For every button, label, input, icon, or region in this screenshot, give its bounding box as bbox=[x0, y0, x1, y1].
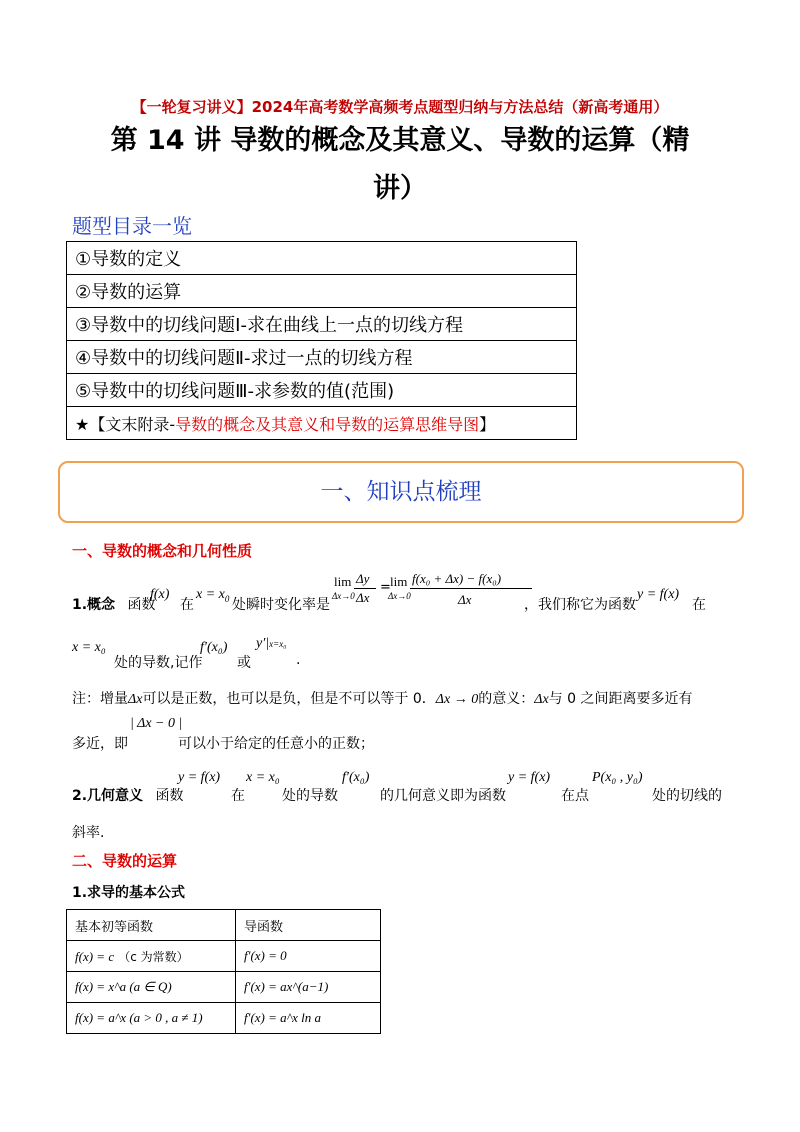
toc-item: ①导数的定义 bbox=[67, 242, 577, 275]
math-x-eq-x0: $x = x_0$ bbox=[196, 587, 230, 604]
concept-label: 1.概念 bbox=[72, 597, 116, 613]
text: 在点 bbox=[561, 788, 589, 804]
limit-subscript: Δx→0 bbox=[388, 591, 411, 601]
math-point-p: P(x₀ , y₀) bbox=[592, 770, 643, 785]
table-header: 基本初等函数 bbox=[67, 910, 236, 941]
table-cell: f(x) = a^x (a > 0 , a ≠ 1) bbox=[67, 1003, 236, 1034]
toc-item: ⑤导数中的切线问题Ⅲ-求参数的值(范围) bbox=[67, 374, 577, 407]
fraction-numerator: f(x₀ + Δx) − f(x₀) bbox=[412, 571, 502, 586]
note-line1: 注：增量Δx可以是正数，也可以是负，但是不可以等于 0．Δx → 0的意义：Δx与 0 之间距离要多近有 bbox=[72, 691, 693, 707]
text: 处的导数 bbox=[282, 788, 338, 804]
math-y-eq-fx: y = f(x) bbox=[178, 770, 221, 785]
table-header: 导函数 bbox=[236, 910, 381, 941]
math-f-prime-x0: f′(x₀) bbox=[200, 640, 228, 655]
math-fx: f(x) bbox=[150, 587, 170, 602]
fraction-bar bbox=[354, 588, 376, 589]
math-f-prime-x0: f′(x₀) bbox=[342, 770, 370, 785]
table-cell: f′(x) = a^x ln a bbox=[236, 1003, 381, 1034]
limit-symbol: lim bbox=[390, 574, 408, 589]
part1-heading: 一、导数的概念和几何性质 bbox=[72, 542, 253, 560]
text: 的几何意义即为函数 bbox=[380, 788, 506, 804]
toc-item: ②导数的运算 bbox=[67, 275, 577, 308]
math-y-prime: y′|x=x₀ bbox=[256, 636, 287, 651]
math-x-eq-x0: x = x₀ bbox=[246, 770, 280, 785]
text: 函数 bbox=[127, 597, 156, 613]
math-abs-dx: | Δx − 0 | bbox=[130, 716, 183, 731]
toc-appendix bbox=[67, 407, 577, 440]
text: ，我们称它为函数 bbox=[524, 597, 636, 613]
page-title-continued: 讲） bbox=[373, 173, 427, 204]
fraction-denominator: Δx bbox=[458, 592, 472, 607]
toc-heading: 题型目录一览 bbox=[72, 214, 192, 238]
section-banner: 一、知识点梳理 bbox=[58, 461, 744, 523]
text: 在 bbox=[231, 788, 245, 804]
toc-appendix-suffix: 】 bbox=[479, 414, 496, 434]
text: 斜率. bbox=[72, 825, 105, 841]
math-y-eq-fx: y = f(x) bbox=[508, 770, 551, 785]
concept-line1 bbox=[72, 594, 156, 614]
formula-table bbox=[66, 909, 381, 1034]
note-line2: 多近，即 bbox=[72, 736, 128, 752]
math-x-eq-x0: x = x₀ bbox=[72, 640, 106, 655]
table-cell: f′(x) = ax^(a−1) bbox=[236, 972, 381, 1003]
text: 在 bbox=[692, 597, 706, 613]
part2-subheading: 1.求导的基本公式 bbox=[72, 885, 186, 901]
text: 可以小于给定的任意小的正数； bbox=[178, 736, 374, 752]
toc-appendix-prefix: ★【文末附录- bbox=[75, 414, 176, 434]
geo-line1: 2.几何意义 函数 bbox=[72, 788, 184, 804]
text: 在 bbox=[180, 597, 194, 613]
text: 或 bbox=[237, 655, 251, 671]
limit-symbol: lim bbox=[334, 574, 352, 589]
geo-label: 2.几何意义 bbox=[72, 788, 144, 804]
fraction-denominator: Δx bbox=[356, 590, 370, 605]
text: . bbox=[296, 652, 301, 668]
toc-appendix-link: 导数的概念及其意义和导数的运算思维导图 bbox=[175, 414, 480, 434]
text: 处瞬时变化率是 bbox=[232, 597, 330, 613]
toc-item: ④导数中的切线问题Ⅱ-求过一点的切线方程 bbox=[67, 341, 577, 374]
table-cell: f(x) = c （c 为常数） bbox=[67, 941, 236, 972]
fraction-numerator: Δy bbox=[356, 571, 370, 586]
toc-item: ③导数中的切线问题Ⅰ-求在曲线上一点的切线方程 bbox=[67, 308, 577, 341]
table-cell: f′(x) = 0 bbox=[236, 941, 381, 972]
page-title: 第 14 讲 导数的概念及其意义、导数的运算（精 bbox=[110, 125, 690, 156]
toc-table bbox=[66, 241, 577, 440]
text: 处的切线的 bbox=[652, 788, 722, 804]
table-cell: f(x) = x^a (a ∈ Q) bbox=[67, 972, 236, 1003]
math-y-eq-fx: y = f(x) bbox=[637, 587, 680, 602]
text: 处的导数,记作 bbox=[114, 655, 203, 671]
limit-subscript: Δx→0 bbox=[332, 591, 355, 601]
document-header: 【一轮复习讲义】2024年高考数学高频考点题型归纳与方法总结（新高考通用） bbox=[131, 98, 669, 116]
equals-sign: = bbox=[380, 580, 391, 595]
fraction-bar bbox=[410, 588, 532, 589]
part2-heading: 二、导数的运算 bbox=[72, 852, 178, 870]
